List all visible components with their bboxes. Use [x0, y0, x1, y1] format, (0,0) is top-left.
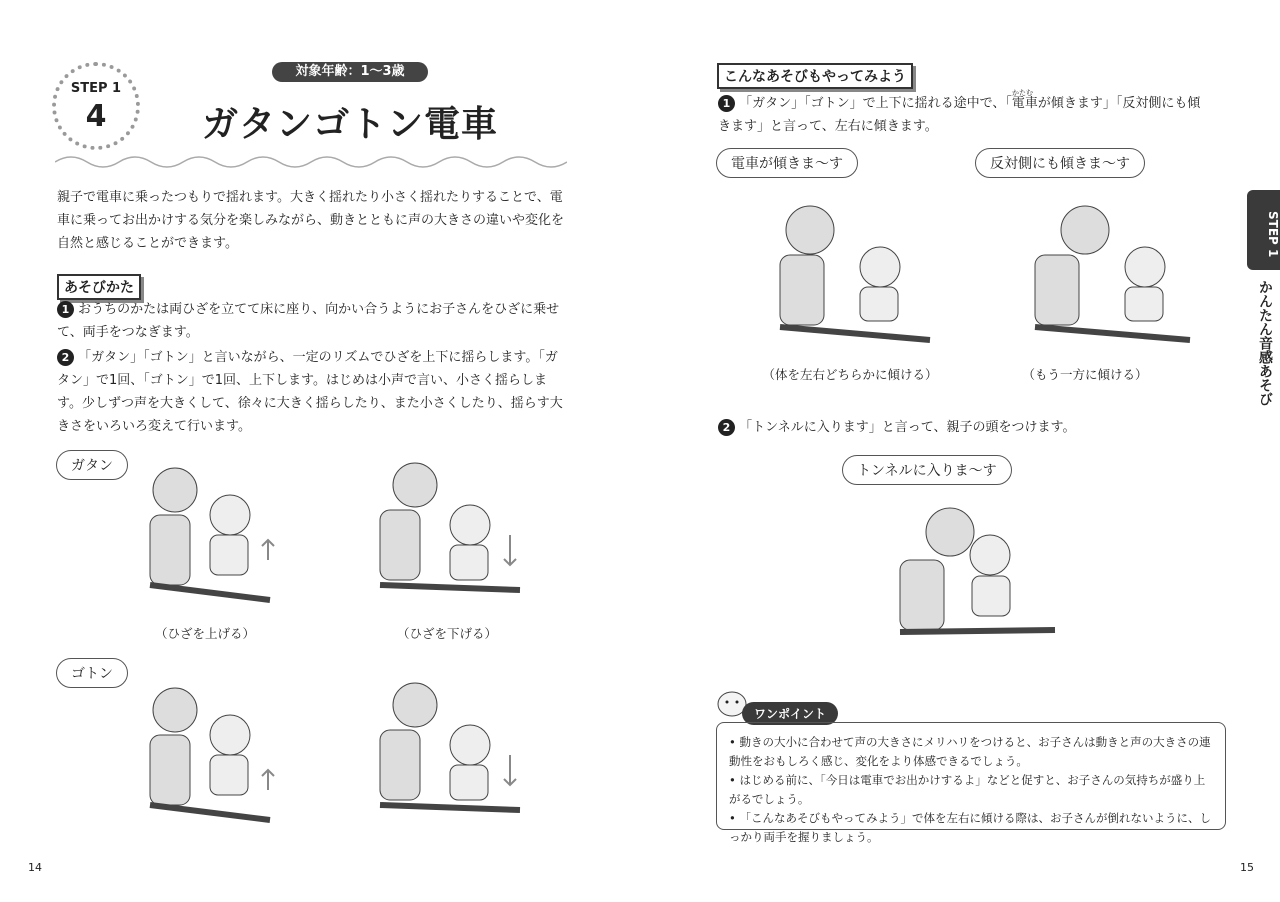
caption-knees-down: （ひざを下げる）: [396, 626, 497, 641]
section-heading-more-play: こんなあそびもやってみよう: [717, 63, 913, 89]
point-item: • 動きの大小に合わせて声の大きさにメリハリをつけると、お子さんは動きと声の大きさの連動性をおもしろく感じ、変化をより体感できるでしょう。: [729, 735, 1211, 768]
side-tab-step: STEP 1: [1247, 190, 1280, 270]
illustration-knees-up-2: [130, 680, 280, 830]
illustration-knees-down-2: [370, 675, 530, 825]
step-label: STEP 1: [70, 81, 122, 96]
step-number-badge: 2: [718, 419, 735, 436]
illustration-knees-down: [370, 455, 530, 605]
decorative-wave-divider: [55, 152, 567, 170]
howto-step-2-text: 「ガタン」「ゴトン」と言いながら、一定のリズムでひざを上下に揺らします。「ガタン」で1回、「ゴトン」で1回、上下します。はじめは小声で言い、小さく揺らします。少しずつ声を大きくして、徐々に大きく揺らしたり、また小さくしたり、揺らす大きさをいろいろ変えて行います。: [57, 350, 563, 434]
step-badge: [52, 62, 140, 150]
age-badge: 対象年齢：1～3歳: [272, 62, 428, 82]
point-item: • はじめる前に、「今日は電車でお出かけするよ」などと促すと、お子さんの気持ちが盛り上がるでしょう。: [729, 773, 1206, 806]
side-chapter-title: かんたん音感あそび: [1257, 280, 1273, 406]
caption-tilt-right: （もう一方に傾ける）: [1022, 367, 1148, 382]
speech-bubble-tilt: 電車が傾きま～す: [716, 148, 858, 178]
howto-step-1-text: おうちのかたは両ひざを立てて床に座り、向かい合うようにお子さんをひざに乗せて、両手をつなぎます。: [57, 302, 560, 340]
more-step-1: [718, 92, 1208, 138]
speech-bubble-gatan: ガタン: [56, 450, 128, 480]
illustration-knees-up: [130, 460, 280, 610]
speech-bubble-goton: ゴトン: [56, 658, 128, 688]
illustration-tilt-left: [750, 195, 940, 355]
intro-paragraph: 親子で電車に乗ったつもりで揺れます。大きく揺れたり小さく揺れたりすることで、電車に乗ってお出かけする気分を楽しみながら、動きとともに声の大きさの違いや変化を自然と感じることができます。: [57, 190, 565, 251]
more-step-2: [718, 416, 1208, 439]
caption-tilt-left: （体を左右どちらかに傾ける）: [762, 367, 938, 382]
more-step-2-text: 「トンネルに入ります」と言って、親子の頭をつけます。: [739, 420, 1076, 435]
illustration-tunnel: [890, 500, 1070, 650]
more-step-1-text: 「ガタン」「ゴトン」で上下に揺れる途中で、「電車が傾きます」「反対側にも傾きます」と言って、左右に傾きます。: [718, 96, 1201, 134]
one-point-box: [716, 722, 1226, 844]
one-point-label: ワンポイント: [742, 702, 838, 725]
page-number-left: 14: [28, 861, 42, 874]
step-number-badge: 1: [718, 95, 735, 112]
point-item: • 「こんなあそびもやってみよう」で体を左右に傾ける際は、お子さんが倒れないように、しっかり両手を握りましょう。: [729, 811, 1211, 844]
step-number: 4: [85, 99, 107, 134]
howto-step-1: [57, 298, 569, 344]
caption-knees-up: （ひざを上げる）: [154, 626, 255, 641]
page-title: ガタンゴトン電車: [201, 104, 498, 145]
section-heading-howto: あそびかた: [57, 274, 141, 300]
speech-bubble-tilt-other: 反対側にも傾きま～す: [975, 148, 1145, 178]
howto-step-2: [57, 346, 569, 438]
speech-bubble-tunnel: トンネルに入りま～す: [842, 455, 1012, 485]
step-number-badge: 1: [57, 301, 74, 318]
illustration-tilt-right: [1015, 195, 1205, 355]
step-number-badge: 2: [57, 349, 74, 366]
page-number-right: 15: [1240, 861, 1254, 874]
ruby-text: かたむ: [1012, 89, 1033, 97]
